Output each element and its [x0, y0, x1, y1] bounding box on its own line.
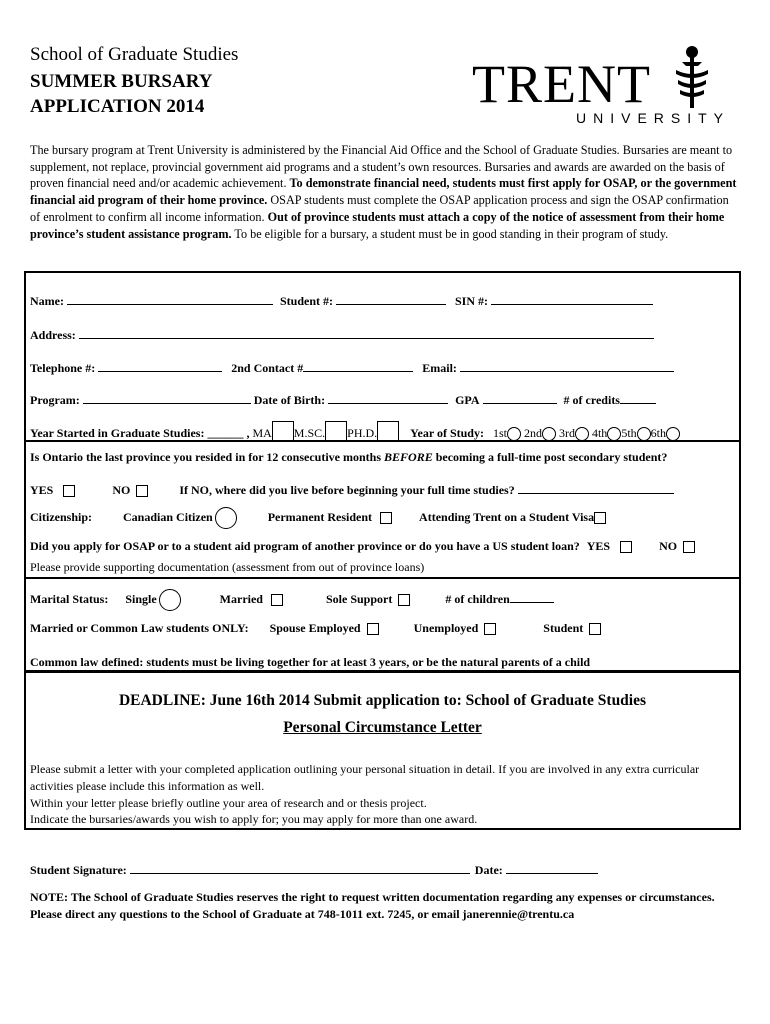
sole-support-label: Sole Support [325, 591, 393, 606]
phd-checkbox[interactable] [377, 421, 399, 441]
row-address [30, 326, 654, 343]
intro-text-2: OSAP students must complete the OSAP application process and sign the OSAP confirmation of enrolment to confirm all income information. [30, 193, 729, 224]
letter-instructions [30, 761, 736, 828]
ma-checkbox[interactable] [272, 421, 294, 441]
dob-field[interactable] [328, 391, 448, 404]
supporting-docs-note: Please provide supporting documentation (assessment from out of province loans) [30, 560, 425, 574]
ontario-yes-checkbox[interactable] [63, 485, 75, 497]
logo-emblem-icon [674, 44, 710, 112]
married-checkbox[interactable] [271, 594, 283, 606]
permanent-resident-checkbox[interactable] [380, 512, 392, 524]
row-married-common-law [30, 621, 601, 636]
year-started-label: Year Started in Graduate Studies: [30, 425, 205, 440]
signature-label: Student Signature: [30, 863, 127, 877]
osap-yes-checkbox[interactable] [620, 541, 632, 553]
spouse-employed-checkbox[interactable] [367, 623, 379, 635]
osap-question: Did you apply for OSAP or to a student aid program of another province or do you have a US student loan? [30, 539, 580, 553]
year-4th-label: 4th [591, 425, 608, 440]
dob-label: Date of Birth: [253, 393, 326, 407]
ontario-question-text-a: Is Ontario the last province you resided in for 12 consecutive months [30, 450, 385, 464]
single-radio[interactable] [159, 589, 181, 611]
intro-paragraph [30, 142, 740, 242]
form-title-line1: SUMMER BURSARY [30, 71, 213, 92]
osap-no-checkbox[interactable] [683, 541, 695, 553]
canadian-citizen-label: Canadian Citizen [123, 509, 213, 524]
if-no-label: If NO, where did you live before beginning your full time studies? [179, 483, 515, 497]
program-field[interactable] [83, 391, 251, 404]
ontario-no-checkbox[interactable] [136, 485, 148, 497]
year-3rd-radio[interactable] [575, 427, 589, 441]
phd-label: PH.D. [347, 425, 378, 440]
intro-text-1: The bursary program at Trent University is administered by the Financial Aid Office and the School of Graduate Studies. Bursaries are meant to supplement, not replace, provincial government aid programs and a student’s own resources. Bursaries and awards are awarded on the basis of proven financial need and/or academic achievement. [30, 143, 733, 191]
year-5th-label: 5th [621, 425, 637, 440]
ma-label: MA [252, 425, 272, 440]
address-field[interactable] [79, 326, 654, 339]
ontario-no-label: NO [112, 483, 131, 497]
student-number-label: Student #: [279, 294, 333, 308]
year-6th-radio[interactable] [666, 427, 680, 441]
gpa-field[interactable] [483, 391, 557, 404]
letter-instruction-1: Please submit a letter with your completed application outlining your personal situation in detail. If you are involved in any extra curricular activities please include this information as well. [30, 762, 700, 793]
row-marital [30, 589, 554, 611]
msc-label: M.SC. [293, 425, 326, 440]
osap-no-label: NO [659, 539, 678, 553]
osap-yes-label: YES [586, 539, 611, 553]
married-label: Married [219, 591, 263, 606]
ontario-question-before: BEFORE [384, 450, 433, 464]
letter-title: Personal Circumstance Letter [283, 719, 482, 736]
program-label: Program: [30, 393, 80, 407]
single-label: Single [125, 591, 157, 606]
letter-instruction-3: Indicate the bursaries/awards you wish to apply for; you may apply for more than one award. [30, 812, 478, 827]
logo-word: TRENT [472, 54, 651, 114]
deadline-text: DEADLINE: June 16th 2014 Submit application to: School of Graduate Studies [118, 692, 647, 709]
row-osap [30, 539, 695, 554]
second-contact-field[interactable] [303, 359, 413, 372]
letter-instruction-2: Within your letter please briefly outline your area of research and or thesis project. [30, 795, 427, 810]
second-contact-label: 2nd Contact # [231, 361, 304, 375]
unemployed-checkbox[interactable] [484, 623, 496, 635]
row-signature [30, 861, 598, 878]
address-label: Address: [30, 328, 76, 342]
intro-bold-2: Out of province students must attach a copy of the notice of assessment from their home province’s student assistance program. [30, 209, 725, 241]
intro-bold-1: To demonstrate financial need, students must first apply for OSAP, or the government financial aid program of their home province. [30, 176, 737, 208]
sole-support-checkbox[interactable] [398, 594, 410, 606]
year-6th-label: 6th [650, 425, 666, 440]
date-field[interactable] [506, 861, 598, 874]
ontario-question [30, 450, 667, 465]
permanent-resident-label: Permanent Resident [267, 509, 373, 524]
year-5th-radio[interactable] [637, 427, 651, 441]
unemployed-label: Unemployed [413, 621, 479, 635]
sin-field[interactable] [491, 292, 653, 305]
telephone-label: Telephone #: [30, 361, 96, 375]
year-4th-radio[interactable] [607, 427, 621, 441]
spouse-employed-label: Spouse Employed [269, 621, 361, 635]
year-of-study-label: Year of Study: [410, 425, 484, 440]
ontario-yes-label: YES [30, 483, 54, 497]
children-field[interactable] [510, 590, 554, 603]
marital-status-label: Marital Status: [30, 591, 109, 606]
student-visa-checkbox[interactable] [594, 512, 606, 524]
ontario-question-text-b: becoming a full-time post secondary student? [432, 450, 668, 464]
student-number-field[interactable] [336, 292, 446, 305]
citizenship-label: Citizenship: [30, 509, 93, 524]
year-1st-radio[interactable] [507, 427, 521, 441]
credits-field[interactable] [620, 391, 656, 404]
row-program [30, 391, 656, 408]
year-2nd-label: 2nd [523, 425, 542, 440]
sin-label: SIN #: [455, 294, 489, 308]
year-3rd-label: 3rd [558, 425, 575, 440]
if-no-field[interactable] [518, 481, 674, 494]
date-label: Date: [474, 863, 503, 877]
row-name [30, 292, 653, 309]
credits-label: # of credits [563, 393, 620, 407]
name-label: Name: [30, 294, 64, 308]
email-field[interactable] [460, 359, 674, 372]
school-name: School of Graduate Studies [30, 44, 239, 65]
msc-checkbox[interactable] [325, 421, 347, 441]
year-1st-label: 1st [492, 425, 507, 440]
trent-logo [470, 44, 730, 134]
gpa-label: GPA [455, 393, 480, 407]
row-year-started [30, 421, 680, 441]
canadian-citizen-radio[interactable] [215, 507, 237, 529]
intro-text-3: To be eligible for a bursary, a student must be in good standing in their program of study. [231, 226, 669, 241]
married-cl-label: Married or Common Law students ONLY: [30, 621, 249, 635]
logo-sub: UNIVERSITY [576, 110, 731, 126]
telephone-field[interactable] [98, 359, 222, 372]
student-checkbox[interactable] [589, 623, 601, 635]
year-started-field[interactable]: ______ , [207, 425, 250, 440]
children-label: # of children [445, 591, 510, 606]
row-telephone [30, 359, 674, 376]
row-ontario-answer [30, 481, 674, 498]
footer-note: NOTE: The School of Graduate Studies reserves the right to request written documentation regarding any expenses or circumstances. Please direct any questions to the School of Graduate at 748-1011 ext. 7245, or email janerennie@trentu.ca [30, 890, 715, 921]
common-law-definition: Common law defined: students must be living together for at least 3 years, or be the natural parents of a child [30, 655, 591, 669]
signature-field[interactable] [130, 861, 470, 874]
name-field[interactable] [67, 292, 273, 305]
row-citizenship [30, 507, 606, 529]
form-title-line2: APPLICATION 2014 [30, 96, 205, 117]
email-label: Email: [422, 361, 457, 375]
student-visa-label: Attending Trent on a Student Visa [419, 509, 595, 524]
year-2nd-radio[interactable] [542, 427, 556, 441]
student-label: Student [543, 621, 584, 635]
